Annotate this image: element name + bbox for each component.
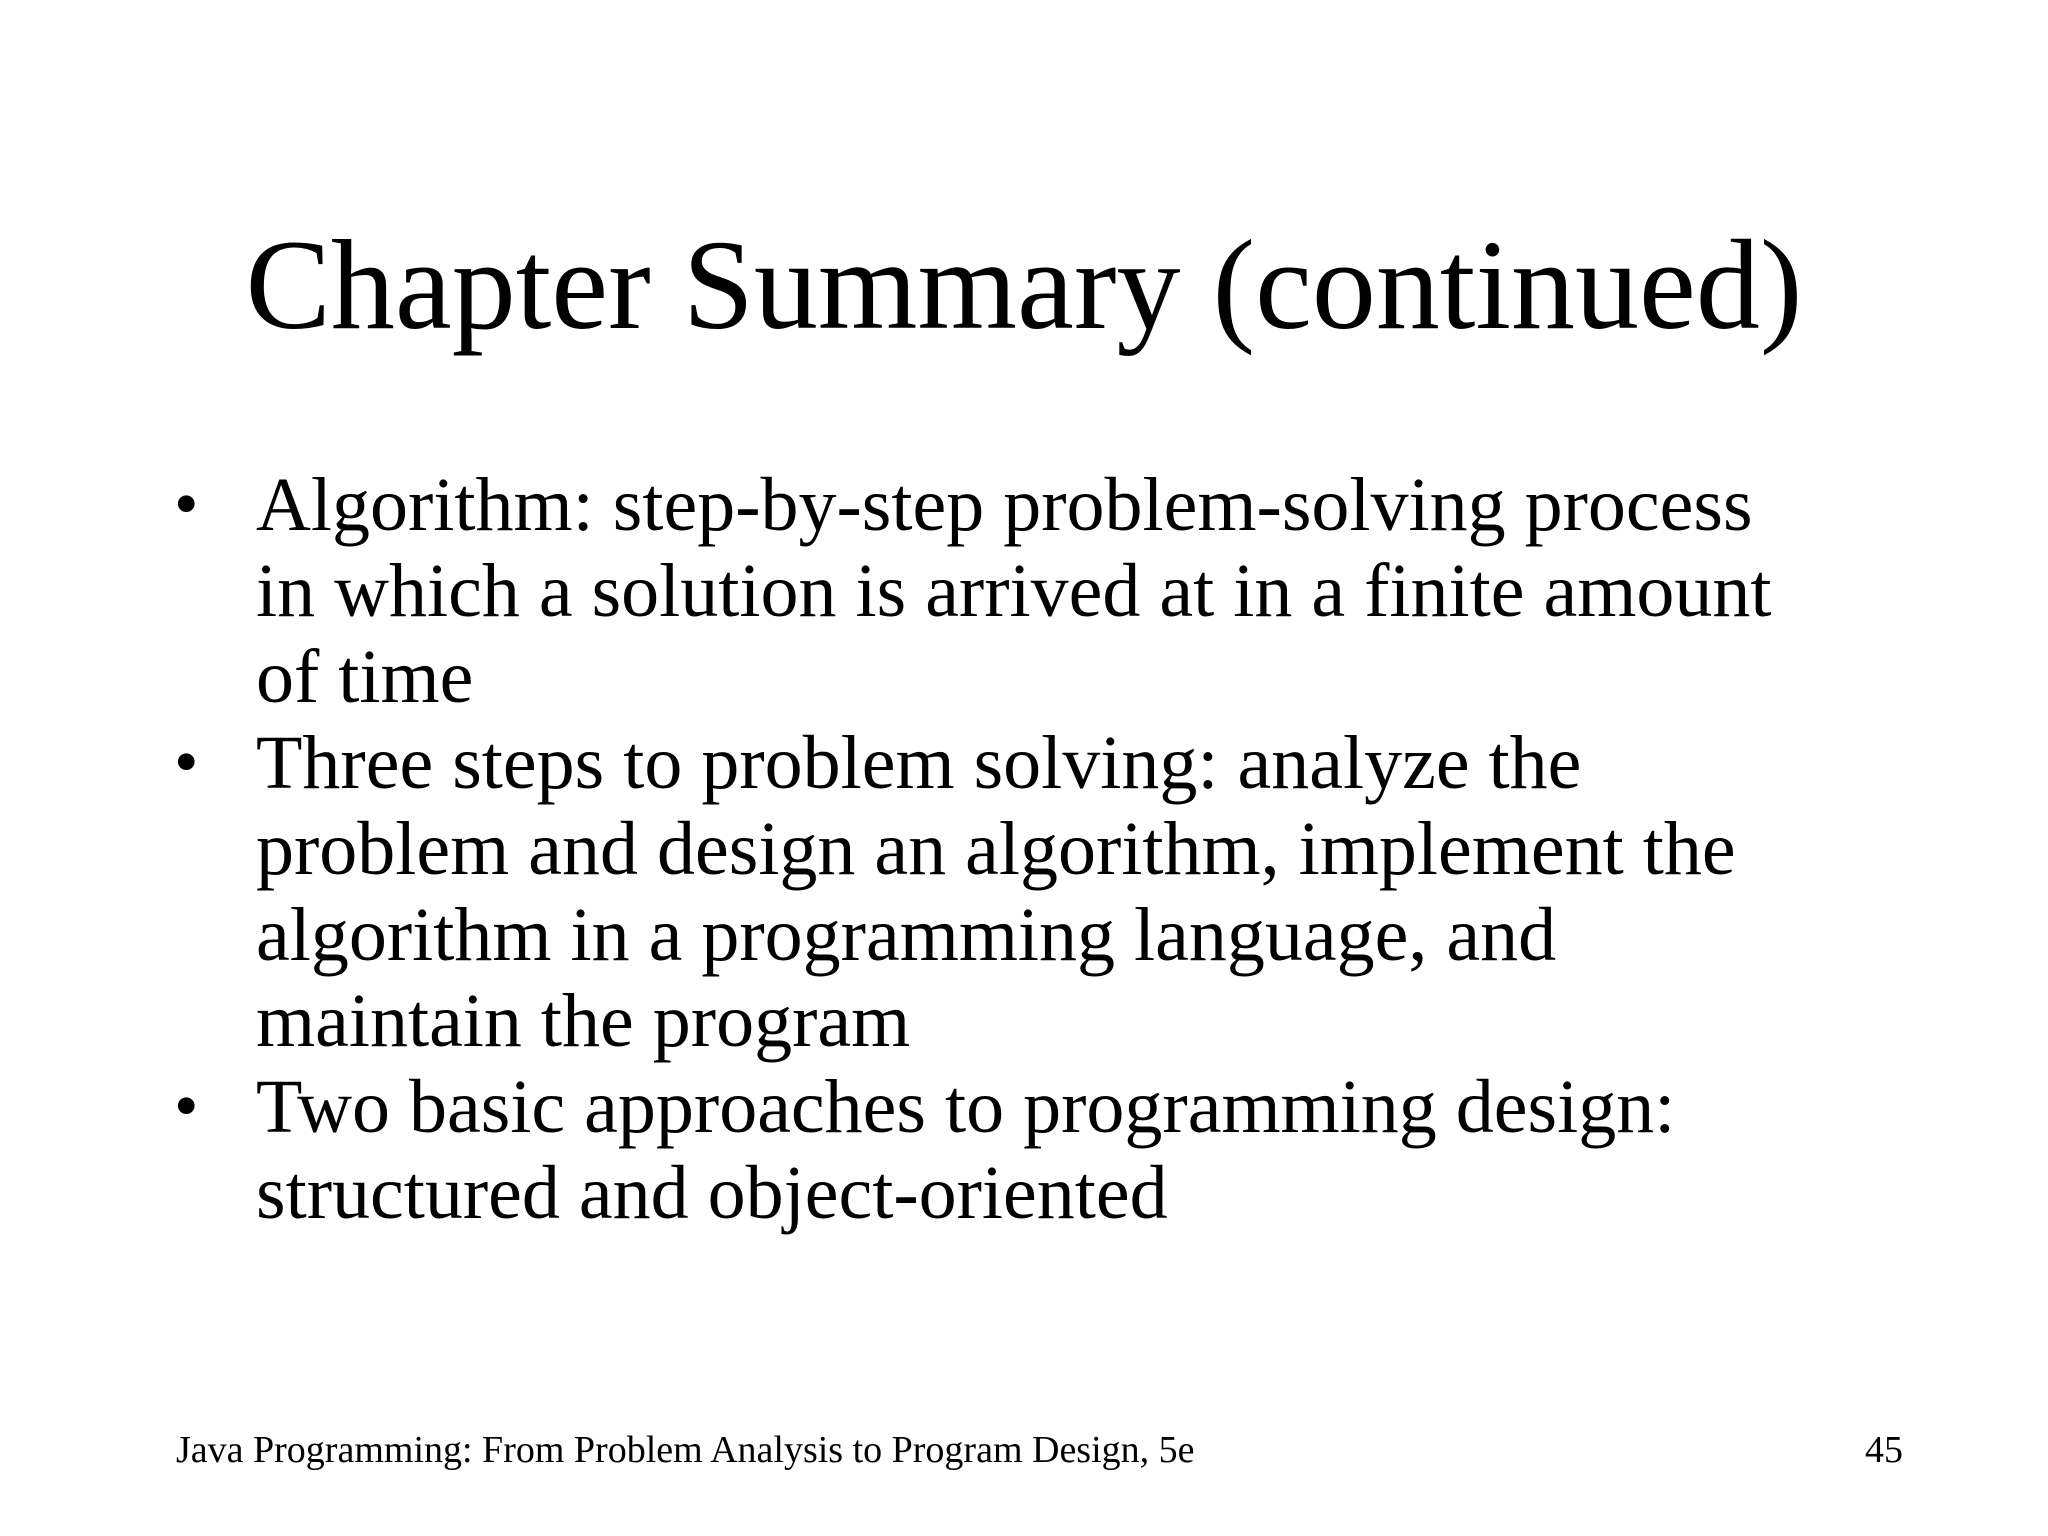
bullet-text-line: Algorithm: step-by-step problem-solving process (256, 463, 1753, 547)
bullet-text-line: structured and object-oriented (256, 1151, 1168, 1235)
bullet-list (166, 462, 1926, 1236)
bullet-text-line: Three steps to problem solving: analyze the (256, 721, 1582, 805)
bullet-text-line: maintain the program (256, 979, 911, 1063)
bullet-text-line: in which a solution is arrived at in a finite amount (256, 549, 1772, 633)
slide-title: Chapter Summary (continued) (245, 214, 1803, 356)
slide-footer: Java Programming: From Problem Analysis to Program Design, 5e (176, 1429, 1195, 1471)
bullet-item (166, 1064, 1926, 1236)
bullet-text-line: of time (256, 635, 474, 719)
bullet-item (166, 720, 1926, 1064)
bullet-text-line: problem and design an algorithm, implement the (256, 807, 1736, 891)
bullet-icon: • (174, 466, 199, 543)
bullet-item (166, 462, 1926, 720)
bullet-icon: • (174, 1068, 199, 1145)
bullet-icon: • (174, 724, 199, 801)
page-number: 45 (1865, 1429, 1903, 1471)
bullet-text-line: algorithm in a programming language, and (256, 893, 1557, 977)
bullet-text-line: Two basic approaches to programming design: (256, 1065, 1676, 1149)
